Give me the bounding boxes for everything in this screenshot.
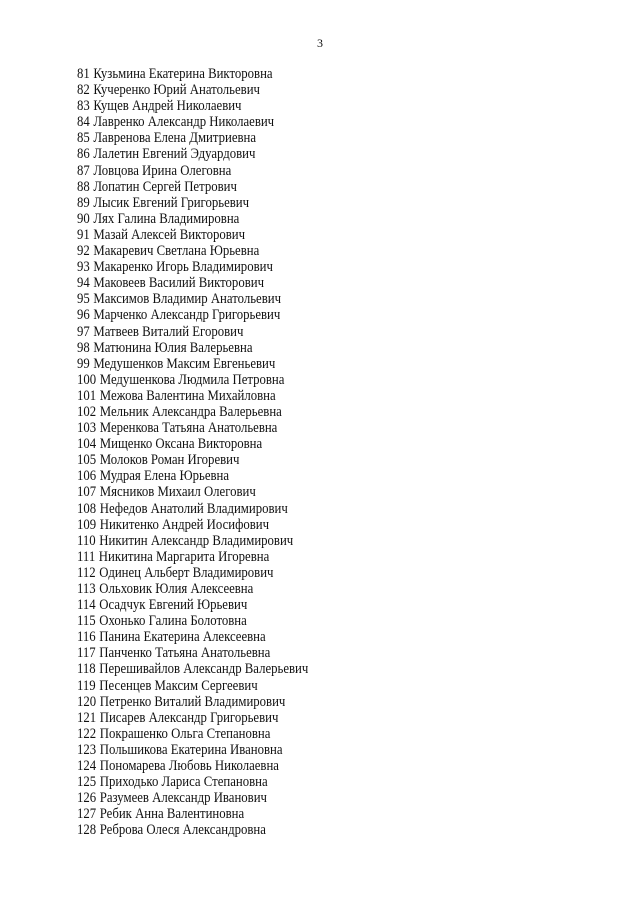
entry-number: 86 [77, 146, 90, 163]
entry-name: Медушенкова Людмила Петровна [99, 371, 285, 388]
entry-number: 106 [77, 468, 97, 485]
entry-name: Мудрая Елена Юрьевна [99, 468, 230, 485]
list-item [77, 452, 308, 468]
entry-number: 104 [77, 436, 97, 453]
list-item [77, 163, 308, 179]
entry-name: Лях Галина Владимировна [93, 210, 240, 227]
list-item [77, 549, 308, 565]
list-item [77, 243, 308, 259]
list-item [77, 565, 308, 581]
entry-name: Макаревич Светлана Юрьевна [93, 243, 260, 260]
entry-number: 111 [77, 548, 96, 565]
entry-name: Лысик Евгений Григорьевич [93, 194, 250, 211]
entry-number: 120 [77, 693, 97, 710]
list-item [77, 597, 308, 613]
list-item [77, 356, 308, 372]
entry-name: Молоков Роман Игоревич [99, 452, 240, 469]
entry-number: 91 [77, 226, 90, 243]
entry-number: 96 [77, 307, 90, 324]
list-item [77, 82, 308, 98]
list-item [77, 130, 308, 146]
entry-name: Лавренова Елена Дмитриевна [93, 130, 257, 147]
list-item [77, 645, 308, 661]
entry-number: 121 [77, 709, 97, 726]
entry-name: Марченко Александр Григорьевич [93, 307, 281, 324]
entry-name: Ловцова Ирина Олеговна [93, 162, 232, 179]
entry-number: 110 [77, 532, 96, 549]
entry-name: Макаренко Игорь Владимирович [93, 259, 273, 276]
entry-name: Охонько Галина Болотовна [99, 613, 247, 630]
entry-name: Мясников Михаил Олегович [99, 484, 256, 501]
entry-number: 118 [77, 661, 96, 678]
entry-name: Медушенков Максим Евгеньевич [93, 355, 276, 372]
list-item [77, 259, 308, 275]
entry-name: Мазай Алексей Викторович [93, 226, 246, 243]
entry-number: 92 [77, 243, 90, 260]
list-item [77, 388, 308, 404]
list-item [77, 629, 308, 645]
entry-number: 99 [77, 355, 90, 372]
entry-number: 123 [77, 741, 97, 758]
entry-number: 83 [77, 98, 90, 115]
list-item [77, 774, 308, 790]
entry-name: Песенцев Максим Сергеевич [99, 677, 258, 694]
list-item [77, 678, 308, 694]
list-item [77, 726, 308, 742]
list-item [77, 324, 308, 340]
entry-name: Панченко Татьяна Анатольевна [99, 645, 271, 662]
entry-number: 127 [77, 806, 97, 823]
entry-number: 90 [77, 210, 90, 227]
entry-name: Межова Валентина Михайловна [99, 387, 276, 404]
entry-number: 115 [77, 613, 96, 630]
list-item [77, 501, 308, 517]
list-item [77, 694, 308, 710]
list-item [77, 742, 308, 758]
entry-number: 116 [77, 629, 96, 646]
list-item [77, 340, 308, 356]
list-item [77, 613, 308, 629]
list-item [77, 533, 308, 549]
list-item [77, 420, 308, 436]
list-item [77, 822, 308, 838]
entry-number: 102 [77, 403, 97, 420]
list-item [77, 661, 308, 677]
entry-name: Нефедов Анатолий Владимирович [99, 500, 288, 517]
entry-number: 93 [77, 259, 90, 276]
list-item [77, 581, 308, 597]
list-item [77, 195, 308, 211]
entry-name: Ольховик Юлия Алексеевна [99, 581, 254, 597]
entry-name: Матвеев Виталий Егорович [93, 323, 244, 340]
list-item [77, 758, 308, 774]
entry-name: Польшикова Екатерина Ивановна [99, 741, 283, 758]
entry-number: 125 [77, 774, 97, 791]
entry-number: 88 [77, 178, 90, 195]
entry-name: Лавренко Александр Николаевич [93, 114, 275, 131]
list-item [77, 179, 308, 195]
entry-name: Лопатин Сергей Петрович [93, 178, 237, 195]
entry-name: Покрашенко Ольга Степановна [99, 725, 271, 742]
list-item [77, 275, 308, 291]
list-item [77, 790, 308, 806]
list-item [77, 710, 308, 726]
entry-name: Пономарева Любовь Николаевна [99, 758, 279, 775]
entry-name: Максимов Владимир Анатольевич [93, 291, 282, 308]
entry-number: 82 [77, 82, 90, 99]
list-item [77, 372, 308, 388]
entry-name: Приходько Лариса Степановна [99, 774, 268, 791]
entry-name: Писарев Александр Григорьевич [99, 709, 279, 726]
entry-name: Ребик Анна Валентиновна [99, 806, 245, 823]
list-item [77, 114, 308, 130]
entry-name: Кузьмина Екатерина Викторовна [93, 66, 273, 82]
list-item [77, 146, 308, 162]
entry-number: 84 [77, 114, 90, 131]
entry-name: Осадчук Евгений Юрьевич [99, 597, 248, 614]
entry-name: Лалетин Евгений Эдуардович [93, 146, 256, 163]
list-item [77, 517, 308, 533]
page-number: 3 [317, 36, 323, 50]
entry-name: Кущев Андрей Николаевич [93, 98, 242, 115]
list-item [77, 307, 308, 323]
entry-number: 128 [77, 822, 97, 839]
entry-number: 97 [77, 323, 90, 340]
list-item [77, 227, 308, 243]
entry-name: Перешивайлов Александр Валерьевич [99, 661, 309, 678]
entry-name: Меренкова Татьяна Анатольевна [99, 420, 278, 437]
list-item [77, 436, 308, 452]
entry-number: 87 [77, 162, 90, 179]
entry-name: Никитин Александр Владимирович [99, 532, 294, 549]
entry-number: 85 [77, 130, 90, 147]
list-item [77, 806, 308, 822]
entry-number: 100 [77, 371, 97, 388]
entry-number: 119 [77, 677, 96, 694]
list-item [77, 484, 308, 500]
entry-name: Петренко Виталий Владимирович [99, 693, 286, 710]
list-item [77, 66, 308, 82]
entry-number: 114 [77, 597, 96, 614]
entry-number: 101 [77, 387, 97, 404]
entry-number: 81 [77, 66, 90, 82]
entry-number: 105 [77, 452, 97, 469]
entry-number: 117 [77, 645, 96, 662]
list-item [77, 468, 308, 484]
entry-name: Никитенко Андрей Иосифович [99, 516, 270, 533]
entry-name: Никитина Маргарита Игоревна [98, 548, 270, 565]
entry-name: Мельник Александра Валерьевна [99, 403, 282, 420]
entry-number: 108 [77, 500, 97, 517]
entry-number: 109 [77, 516, 97, 533]
entry-number: 107 [77, 484, 97, 501]
entry-name: Одинец Альберт Владимирович [99, 564, 274, 581]
entry-number: 94 [77, 275, 90, 292]
list-item [77, 98, 308, 114]
entry-name: Панина Екатерина Алексеевна [99, 629, 266, 646]
name-list [77, 66, 334, 839]
list-item [77, 211, 308, 227]
entry-name: Матюнина Юлия Валерьевна [93, 339, 253, 356]
entry-number: 103 [77, 420, 97, 437]
list-item [77, 404, 308, 420]
entry-number: 124 [77, 758, 97, 775]
entry-name: Мищенко Оксана Викторовна [99, 436, 263, 453]
entry-name: Маковеев Василий Викторович [93, 275, 264, 292]
entry-number: 113 [77, 581, 96, 597]
entry-name: Реброва Олеся Александровна [99, 822, 266, 839]
list-item [77, 291, 308, 307]
entry-number: 122 [77, 725, 97, 742]
entry-name: Разумеев Александр Иванович [99, 790, 267, 807]
entry-number: 89 [77, 194, 90, 211]
entry-number: 126 [77, 790, 97, 807]
entry-number: 98 [77, 339, 90, 356]
entry-number: 112 [77, 564, 96, 581]
entry-name: Кучеренко Юрий Анатольевич [93, 82, 260, 99]
entry-number: 95 [77, 291, 90, 308]
